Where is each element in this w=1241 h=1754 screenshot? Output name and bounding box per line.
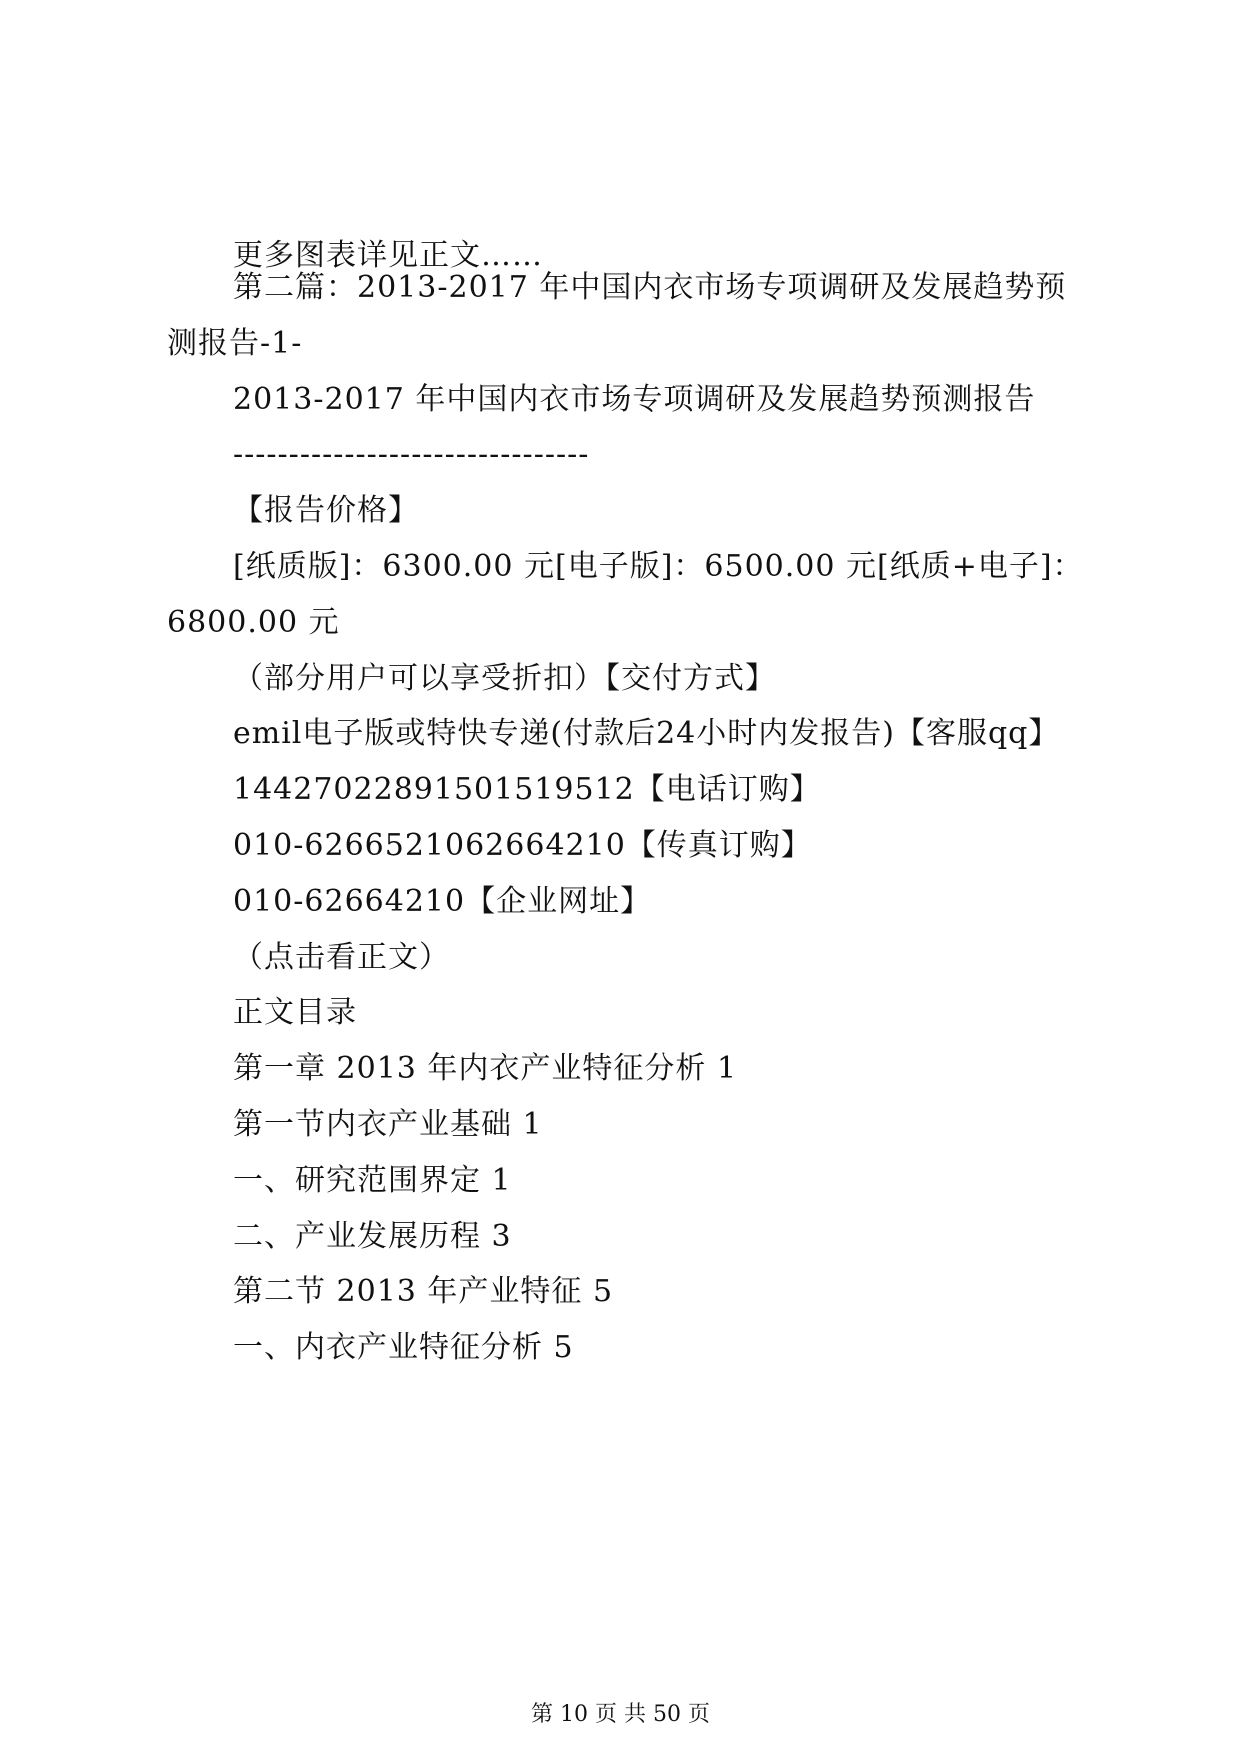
text-line-toc-heading: 正文目录	[233, 995, 357, 1030]
page-footer: 第 10 页 共 50 页	[531, 1702, 710, 1727]
text-line-dashes: --------------------------------	[233, 437, 590, 472]
text-line-report-title: 2013-2017 年中国内衣市场专项调研及发展趋势预测报告	[233, 382, 1036, 417]
text-line-prices-cont: 6800.00 元	[167, 605, 340, 640]
toc-entry: 二、产业发展历程 3	[233, 1219, 512, 1254]
text-line-prices: [纸质版]：6300.00 元[电子版]：6500.00 元[纸质+电子]：	[233, 549, 1084, 584]
text-line-fax: 010-62664210【企业网址】	[233, 884, 652, 919]
text-line-section-title: 第二篇：2013-2017 年中国内衣市场专项调研及发展趋势预	[233, 270, 1067, 305]
toc-entry: 第一章 2013 年内衣产业特征分析 1	[233, 1051, 738, 1086]
text-line-discount: （部分用户可以享受折扣）【交付方式】	[233, 661, 776, 696]
toc-entry: 第二节 2013 年产业特征 5	[233, 1274, 614, 1309]
text-line-click-text: （点击看正文）	[233, 940, 450, 975]
text-line-section-title-cont: 测报告-1-	[167, 326, 303, 361]
text-line-delivery: emil电子版或特快专递(付款后24小时内发报告)【客服qq】	[233, 716, 1060, 751]
toc-entry: 第一节内衣产业基础 1	[233, 1107, 543, 1142]
text-line-qq: 14427022891501519512【电话订购】	[233, 772, 821, 807]
text-line-phone: 010-6266521062664210【传真订购】	[233, 828, 812, 863]
toc-entry: 一、内衣产业特征分析 5	[233, 1330, 574, 1365]
text-line-more-charts: 更多图表详见正文……	[233, 238, 543, 273]
text-line-price-heading: 【报告价格】	[233, 493, 419, 528]
toc-entry: 一、研究范围界定 1	[233, 1163, 512, 1198]
